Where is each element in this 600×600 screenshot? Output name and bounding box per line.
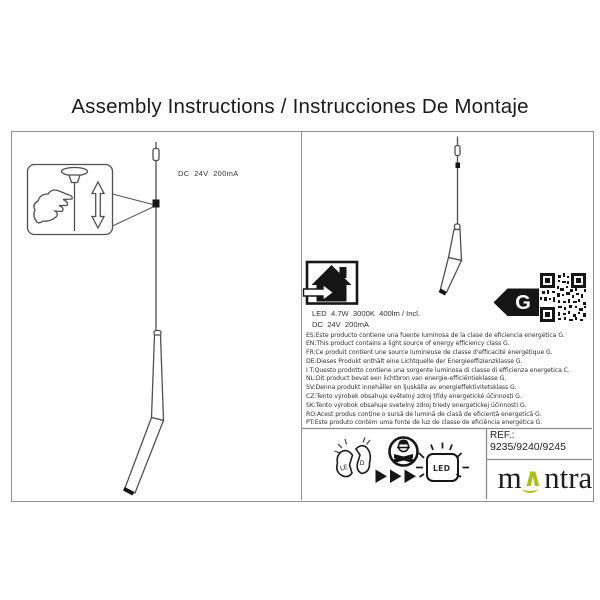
lang-line-fr: FR:Ce produit contient une source lumineuse de classe d'efficacité énergétique G. xyxy=(306,349,553,357)
ref-numbers: 9235/9240/9245 xyxy=(490,440,566,453)
lang-line-pt: PT:Este produto contém uma fonte de luz de classe de eficiência energética G. xyxy=(306,419,543,427)
energy-efficiency-house-icon xyxy=(304,262,358,304)
service-technician-icon xyxy=(390,438,418,466)
instruction-sheet-frame xyxy=(11,131,594,502)
lang-line-it: I T:Questo prodotto contiene una sorgente luminosa di classe di efficienza energetica C. xyxy=(306,366,570,374)
canopy-icon xyxy=(62,168,88,176)
qr-code xyxy=(540,273,586,322)
ref-label: REF.: xyxy=(490,429,515,441)
lang-line-ro: RO:Acest produs conține o sursă de lumină de clasă de eficiență energetică G. xyxy=(306,410,542,418)
led-spec-line: LED 4.7W 3000K 400lm / Incl. xyxy=(312,309,421,318)
height-adjustment-callout xyxy=(28,165,154,235)
brand-caret: ∧ xyxy=(522,463,544,492)
page-title: Assembly Instructions / Instrucciones De Montaje xyxy=(71,95,529,118)
lamp-tube-upper xyxy=(152,335,164,421)
mantra-logo xyxy=(493,460,597,498)
brand-arc xyxy=(522,484,538,493)
brand-part1: m xyxy=(497,460,522,495)
lamp-tube-lower xyxy=(125,418,164,494)
lang-line-de: DE:Dieses Produkt enthält eine Lichtquelle der Energieeffizienzklasse G. xyxy=(306,357,523,365)
lang-line-sv: SV:Denna produkt innehåller en ljuskälla av energieffektivitetsklass G. xyxy=(306,384,517,392)
power-spec-label: DC 24V 200mA xyxy=(178,169,239,178)
pendant-lamp-diagram-large xyxy=(123,142,164,496)
led-working-icon xyxy=(416,443,469,482)
lang-line-nl: NL:Dit product bevat een lichtbron van energie-efficiëntieklasse G. xyxy=(306,375,507,383)
broken-led-text-right: D xyxy=(358,458,366,468)
lang-line-cz: CZ:Tento výrobek obsahuje světelný zdroj třídy energetické účinnosti G. xyxy=(306,393,522,401)
broken-led-icon xyxy=(335,438,371,477)
adjuster-node xyxy=(153,200,160,208)
pendant-lamp-diagram-small xyxy=(439,137,462,296)
arrows-then-icon xyxy=(376,470,417,484)
led-text: LED xyxy=(433,464,451,473)
brand-part2: ntra xyxy=(544,460,593,495)
energy-class-letter: G xyxy=(515,292,531,314)
cable-connector xyxy=(153,149,159,161)
language-statements xyxy=(306,332,596,429)
lang-line-en: EN:This product contains a light source of energy efficiency class G. xyxy=(306,340,510,348)
lang-line-es: ES:Este producto contiene una fuente luminosa de la clase de eficiencia energética G. xyxy=(306,331,565,339)
power-spec-line: DC 24V 200mA xyxy=(312,319,369,329)
broken-led-text-left: LE xyxy=(339,462,349,473)
left-panel-drawing xyxy=(12,132,301,499)
lang-line-sk: SK:Tento výrobok obsahuje svetelný zdroj triedy energetickej účinnosti G. xyxy=(306,401,527,409)
